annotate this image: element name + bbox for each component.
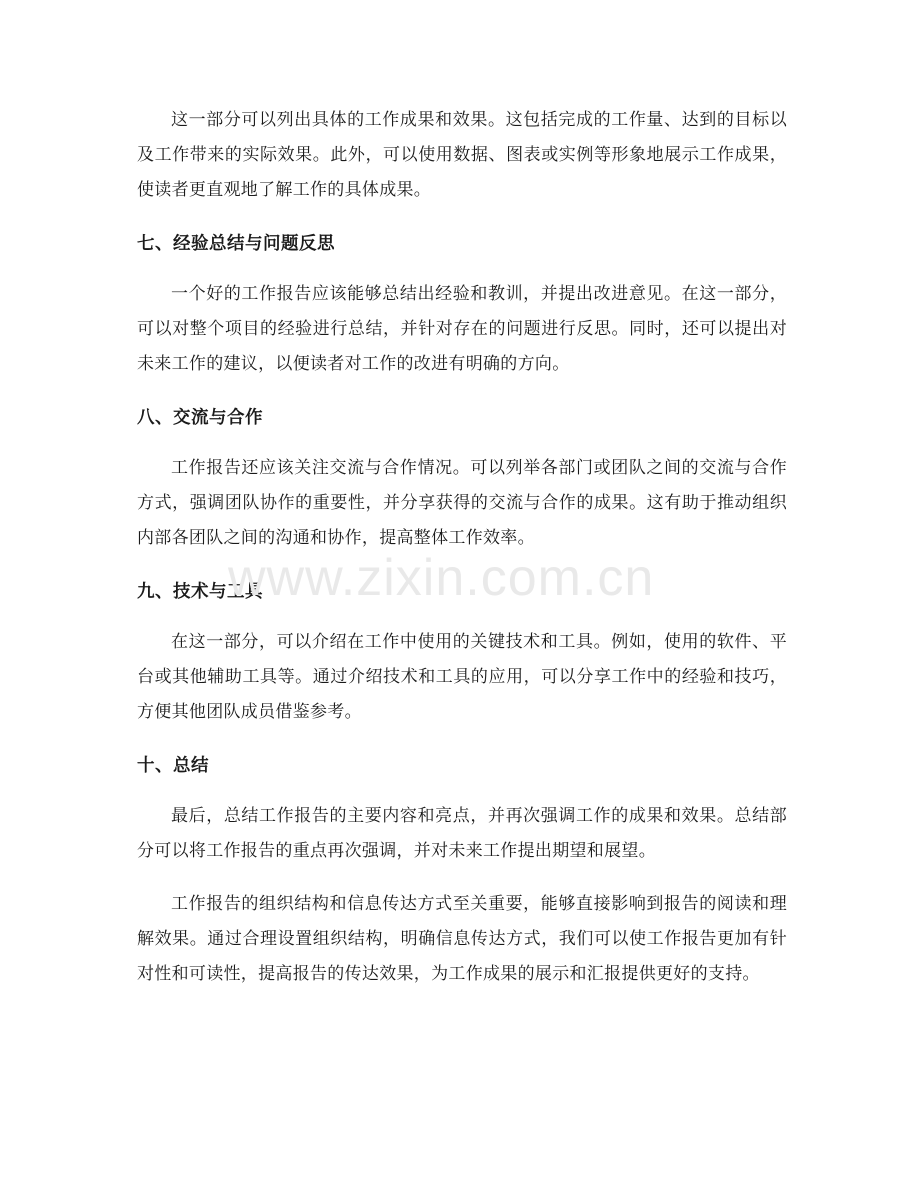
paragraph-technology-tools: 在这一部分，可以介绍在工作中使用的关键技术和工具。例如，使用的软件、平台或其他辅助工具等。通过介绍技术和工具的应用，可以分享工作中的经验和技巧，方便其他团队成员借鉴参考。 (137, 632, 787, 722)
paragraph-work-results: 这一部分可以列出具体的工作成果和效果。这包括完成的工作量、达到的目标以及工作带来的实际效果。此外，可以使用数据、图表或实例等形象地展示工作成果，使读者更直观地了解工作的具体成果。 (137, 110, 787, 200)
heading-experience-summary: 七、经验总结与问题反思 (137, 234, 335, 254)
paragraph-conclusion: 最后，总结工作报告的主要内容和亮点，并再次强调工作的成果和效果。总结部分可以将工作报告的重点再次强调，并对未来工作提出期望和展望。 (137, 806, 787, 861)
document-body (137, 103, 787, 992)
heading-conclusion: 十、总结 (137, 756, 209, 776)
paragraph-gap (137, 869, 787, 887)
paragraph-experience-summary: 一个好的工作报告应该能够总结出经验和教训，并提出改进意见。在这一部分，可以对整个项目的经验进行总结，并针对存在的问题进行反思。同时，还可以提出对未来工作的建议，以便读者对工作的改进有明确的方向。 (137, 284, 787, 374)
heading-technology-tools: 九、技术与工具 (137, 582, 263, 602)
heading-communication-cooperation: 八、交流与合作 (137, 408, 263, 428)
paragraph-final-remarks: 工作报告的组织结构和信息传达方式至关重要，能够直接影响到报告的阅读和理解效果。通过合理设置组织结构，明确信息传达方式，我们可以使工作报告更加有针对性和可读性，提高报告的传达效果，为工作成果的展示和汇报提供更好的支持。 (137, 894, 787, 984)
watermark-text: www.zixin.com.cn (228, 549, 655, 607)
paragraph-communication-cooperation: 工作报告还应该关注交流与合作情况。可以列举各部门或团队之间的交流与合作方式，强调团队协作的重要性，并分享获得的交流与合作的成果。这有助于推动组织内部各团队之间的沟通和协作，提高整体工作效率。 (137, 458, 787, 548)
